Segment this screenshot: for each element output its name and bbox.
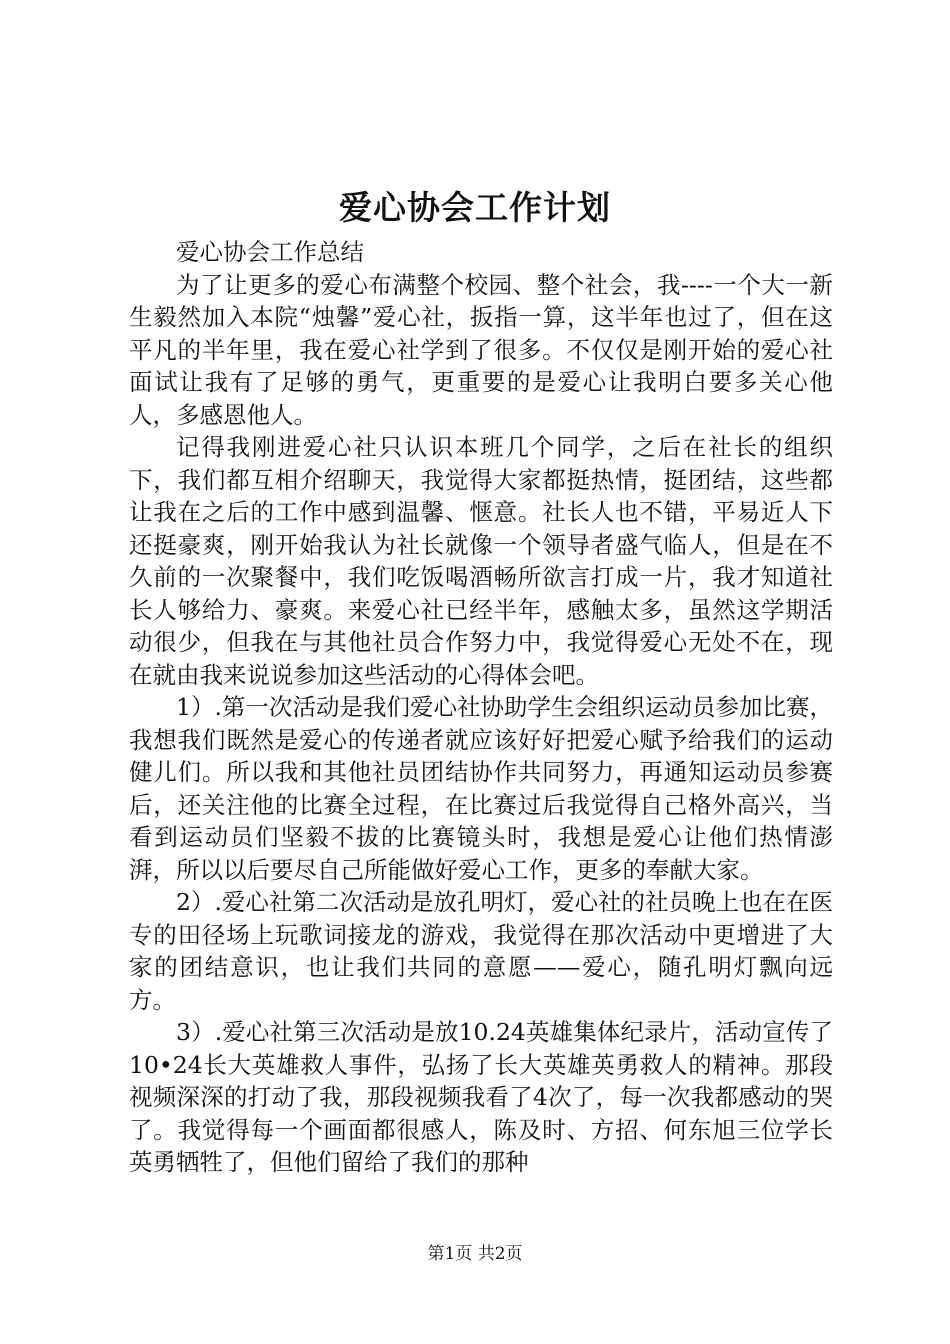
paragraph-activity-2: 2）.爱心社第二次活动是放孔明灯，爱心社的社员晚上也在在医专的田径场上玩歌词接龙的游戏，我觉得在那次活动中更增进了大家的团结意识，也让我们共同的意愿——爱心，随孔明灯飘向远方。 <box>129 888 833 1014</box>
document-body <box>129 236 833 1179</box>
paragraph-activity-3: 3）.爱心社第三次活动是放10.24英雄集体纪录片，活动宣传了10•24长大英雄救人事件，弘扬了长大英雄英勇救人的精神。那段视频深深的打动了我，那段视频我看了4次了，每一次我都感动的哭了。我觉得每一个画面都很感人，陈及时、方招、何东旭三位学长英勇牺牲了，但他们留给了我们的那种 <box>129 1018 833 1176</box>
document-subtitle: 爱心协会工作总结 <box>176 238 364 266</box>
paragraph-activity-1: 1）.第一次活动是我们爱心社协助学生会组织运动员参加比赛，我想我们既然是爱心的传递者就应该好好把爱心赋予给我们的运动健儿们。所以我和其他社员团结协作共同努力，再通知运动员参赛后，还关注他的比赛全过程，在比赛过后我觉得自己格外高兴，当看到运动员们坚毅不拔的比赛镜头时，我想是爱心让他们热情澎湃，所以以后要尽自己所能做好爱心工作，更多的奉献大家。 <box>129 693 833 884</box>
paragraph-intro: 为了让更多的爱心布满整个校园、整个社会，我----一个大一新生毅然加入本院“烛馨”爱心社，扳指一算，这半年也过了，但在这平凡的半年里，我在爱心社学到了很多。不仅仅是刚开始的爱心社面试让我有了足够的勇气，更重要的是爱心让我明白要多关心他人，多感恩他人。 <box>129 270 833 429</box>
page-number-footer: 第1页 共2页 <box>427 1244 523 1264</box>
paragraph-joining-experience: 记得我刚进爱心社只认识本班几个同学，之后在社长的组织下，我们都互相介绍聊天，我觉得大家都挺热情，挺团结，这些都让我在之后的工作中感到温馨、惬意。社长人也不错，平易近人下还挺豪爽，刚开始我认为社长就像一个领导者盛气临人，但是在不久前的一次聚餐中，我们吃饭喝酒畅所欲言打成一片，我才知道社长人够给力、豪爽。来爱心社已经半年，感触太多，虽然这学期活动很少，但我在与其他社员合作努力中，我觉得爱心无处不在，现在就由我来说说参加这些活动的心得体会吧。 <box>129 433 833 689</box>
document-title: 爱心协会工作计划 <box>339 188 611 227</box>
